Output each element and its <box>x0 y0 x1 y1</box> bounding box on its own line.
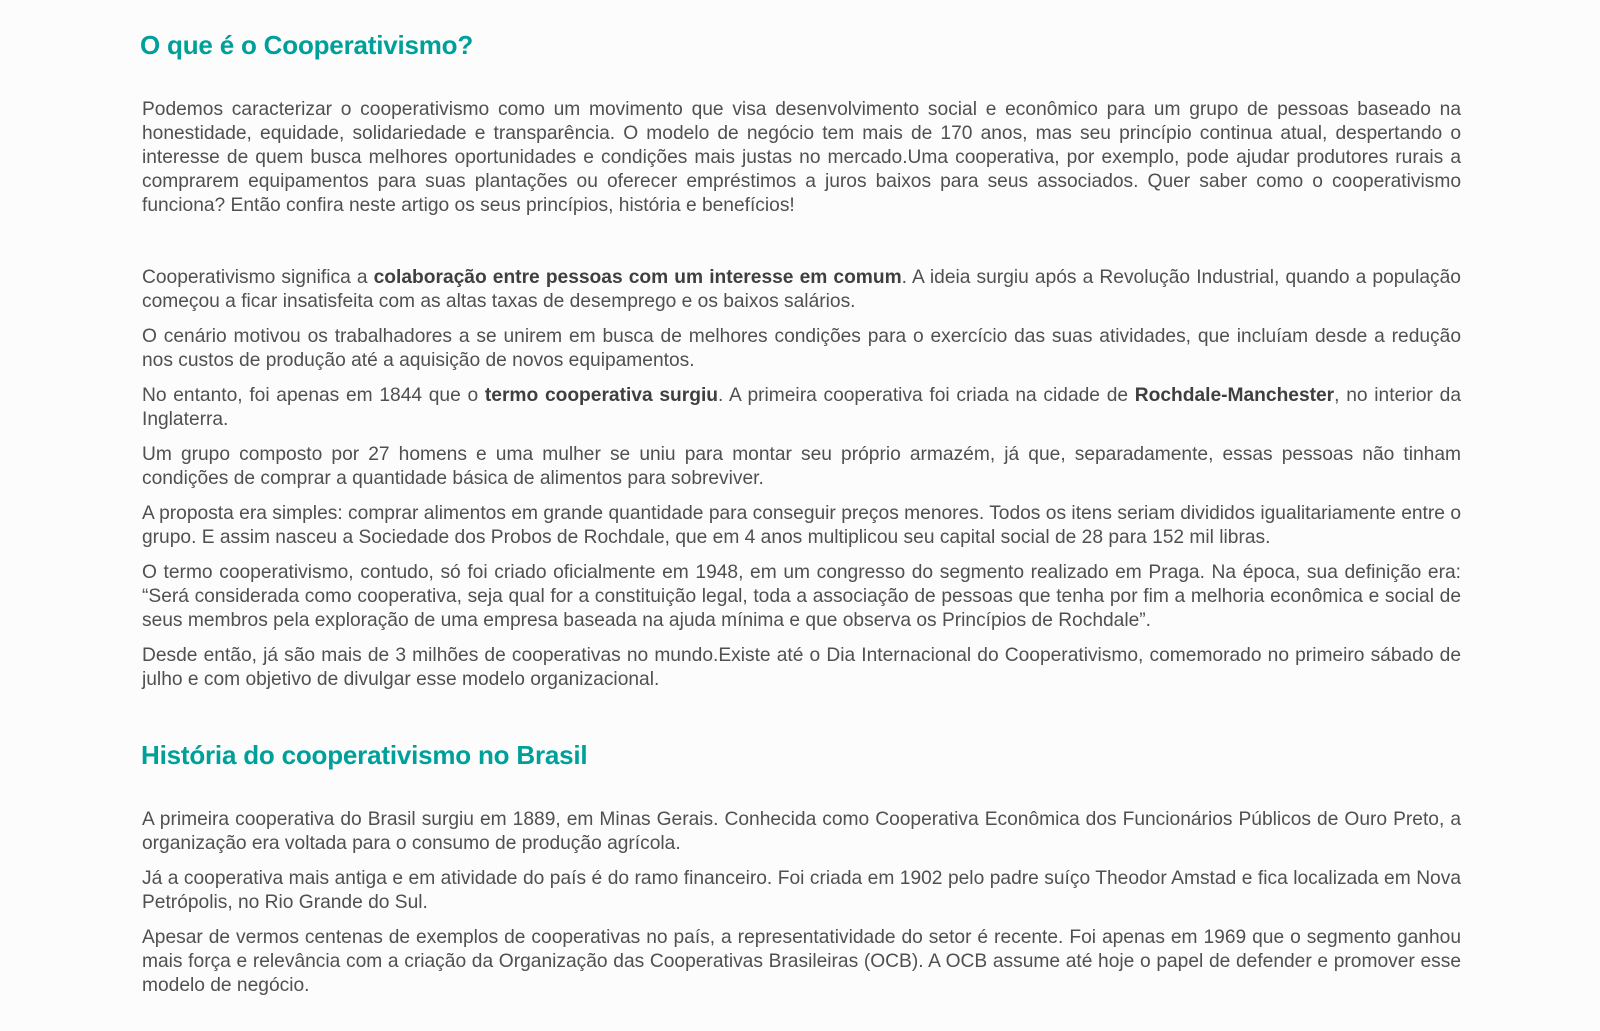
bold-text: Rochdale-Manchester <box>1134 385 1335 406</box>
section-brazil <box>142 808 1461 1009</box>
bold-text: termo cooperativa surgiu <box>484 385 718 406</box>
paragraph-1844 <box>142 384 1461 432</box>
paragraph-definition <box>142 266 1461 314</box>
heading-history-brazil: História do cooperativismo no Brasil <box>141 740 588 770</box>
paragraph-proposal: A proposta era simples: comprar alimentos em grande quantidade para conseguir preços menores. Todos os itens seriam divididos igualitariamente entre o grupo. E assim nasceu a Sociedade dos Probos de Rochdale, que em 4 anos multiplicou seu capital social de 28 para 152 mil libras. <box>142 503 1461 548</box>
text: . A primeira cooperativa foi criada na cidade de <box>718 385 1135 406</box>
paragraph-ocb: Apesar de vermos centenas de exemplos de cooperativas no país, a representatividade do setor é recente. Foi apenas em 1969 que o segmento ganhou mais força e relevância com a criação da Organização das Cooperativas Brasileiras (OCB). A OCB assume até hoje o papel de defender e promover esse modelo de negócio. <box>142 927 1461 996</box>
section-cooperativism <box>142 266 1461 703</box>
text: Cooperativismo significa a <box>142 267 374 288</box>
paragraph-scenario: O cenário motivou os trabalhadores a se unirem em busca de melhores condições para o exercício das suas atividades, que incluíam desde a redução nos custos de produção até a aquisição de novos equipamentos. <box>142 326 1461 371</box>
text: , no interior da Inglaterra. <box>142 385 1461 430</box>
heading-what-is-cooperativism: O que é o Cooperativismo? <box>140 30 474 60</box>
intro-paragraph: Podemos caracterizar o cooperativismo como um movimento que visa desenvolvimento social e econômico para um grupo de pessoas baseado na honestidade, equidade, solidariedade e transparência. O modelo de negócio tem mais de 170 anos, mas seu princípio continua atual, despertando o interesse de quem busca melhores oportunidades e condições mais justas no mercado.Uma cooperativa, por exemplo, pode ajudar produtores rurais a comprarem equipamentos para suas plantações ou oferecer empréstimos a juros baixos para seus associados. Quer saber como o cooperativismo funciona? Então confira neste artigo os seus princípios, história e benefícios! <box>142 99 1461 216</box>
text: No entanto, foi apenas em 1844 que o <box>142 385 485 406</box>
bold-text: colaboração entre pessoas com um interesse em comum <box>373 267 902 288</box>
paragraph-group: Um grupo composto por 27 homens e uma mulher se uniu para montar seu próprio armazém, já que, separadamente, essas pessoas não tinham condições de comprar a quantidade básica de alimentos para sobreviver. <box>142 444 1461 489</box>
paragraph-since-then: Desde então, já são mais de 3 milhões de cooperativas no mundo.Existe até o Dia Internacional do Cooperativismo, comemorado no primeiro sábado de julho e com objetivo de divulgar esse modelo organizacional. <box>142 645 1461 690</box>
paragraph-first-brazil: A primeira cooperativa do Brasil surgiu em 1889, em Minas Gerais. Conhecida como Cooperativa Econômica dos Funcionários Públicos de Ouro Preto, a organização era voltada para o consumo de produção agrícola. <box>142 809 1461 854</box>
paragraph-1948: O termo cooperativismo, contudo, só foi criado oficialmente em 1948, em um congresso do segmento realizado em Praga. Na época, sua definição era: “Será considerada como cooperativa, seja qual for a constituição legal, toda a associação de pessoas que tenha por fim a melhoria econômica e social de seus membros pela exploração de uma empresa baseada na ajuda mínima e que observa os Princípios de Rochdale”. <box>142 562 1461 631</box>
text: . A ideia surgiu após a Revolução Industrial, quando a população começou a ficar insatisfeita com as altas taxas de desemprego e os baixos salários. <box>142 267 1461 312</box>
paragraph-oldest: Já a cooperativa mais antiga e em atividade do país é do ramo financeiro. Foi criada em 1902 pelo padre suíço Theodor Amstad e fica localizada em Nova Petrópolis, no Rio Grande do Sul. <box>142 868 1461 913</box>
